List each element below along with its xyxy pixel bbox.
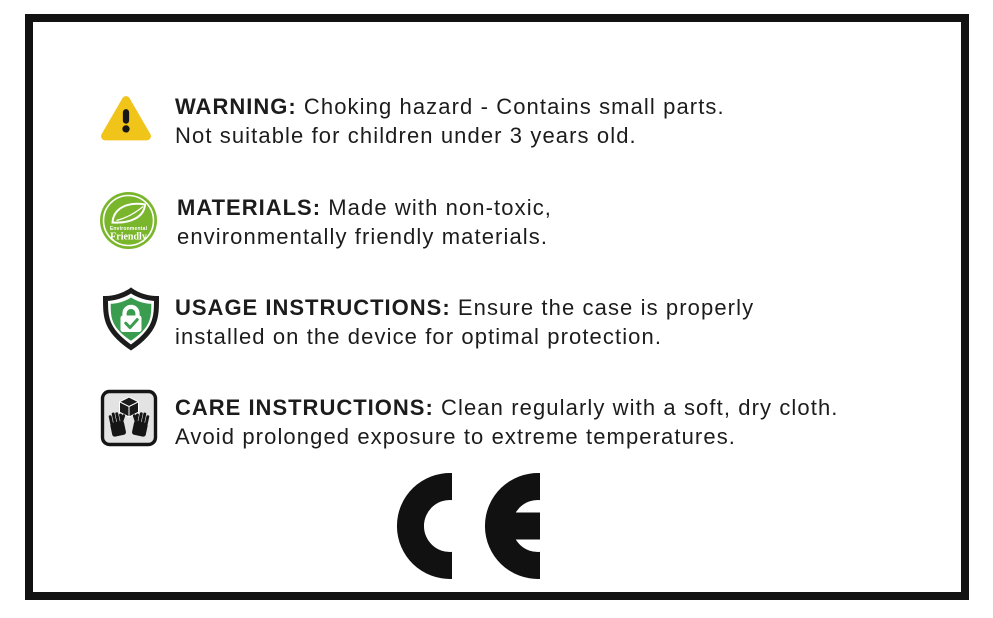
usage-text: USAGE INSTRUCTIONS: Ensure the case is properly installed on the device for optimal protection. xyxy=(175,295,755,349)
warning-label: WARNING: xyxy=(175,94,297,119)
warning-text: WARNING: Choking hazard - Contains small parts. Not suitable for children under 3 years old. xyxy=(175,94,725,148)
care-label: CARE INSTRUCTIONS: xyxy=(175,395,434,420)
materials-label: MATERIALS: xyxy=(177,195,322,220)
eco-badge-small-text: Environmental xyxy=(109,226,148,233)
eco-badge-main-text: Friendly xyxy=(110,231,147,243)
handle-with-care-icon xyxy=(100,389,158,447)
section-usage-instructions xyxy=(100,287,940,351)
care-cube xyxy=(120,397,139,417)
materials-text: MATERIALS: Made with non-toxic, environmentally friendly materials. xyxy=(177,195,553,249)
section-warning xyxy=(100,93,940,150)
warning-triangle-icon xyxy=(100,93,152,143)
care-text: CARE INSTRUCTIONS: Clean regularly with a soft, dry cloth. Avoid prolonged exposure to extreme temperatures. xyxy=(175,395,839,449)
security-shield-lock-icon xyxy=(100,287,162,351)
eco-friendly-badge-icon xyxy=(100,192,157,249)
usage-label: USAGE INSTRUCTIONS: xyxy=(175,295,451,320)
section-care-instructions xyxy=(100,389,940,451)
ce-mark-icon xyxy=(395,472,545,580)
section-materials xyxy=(100,192,940,251)
